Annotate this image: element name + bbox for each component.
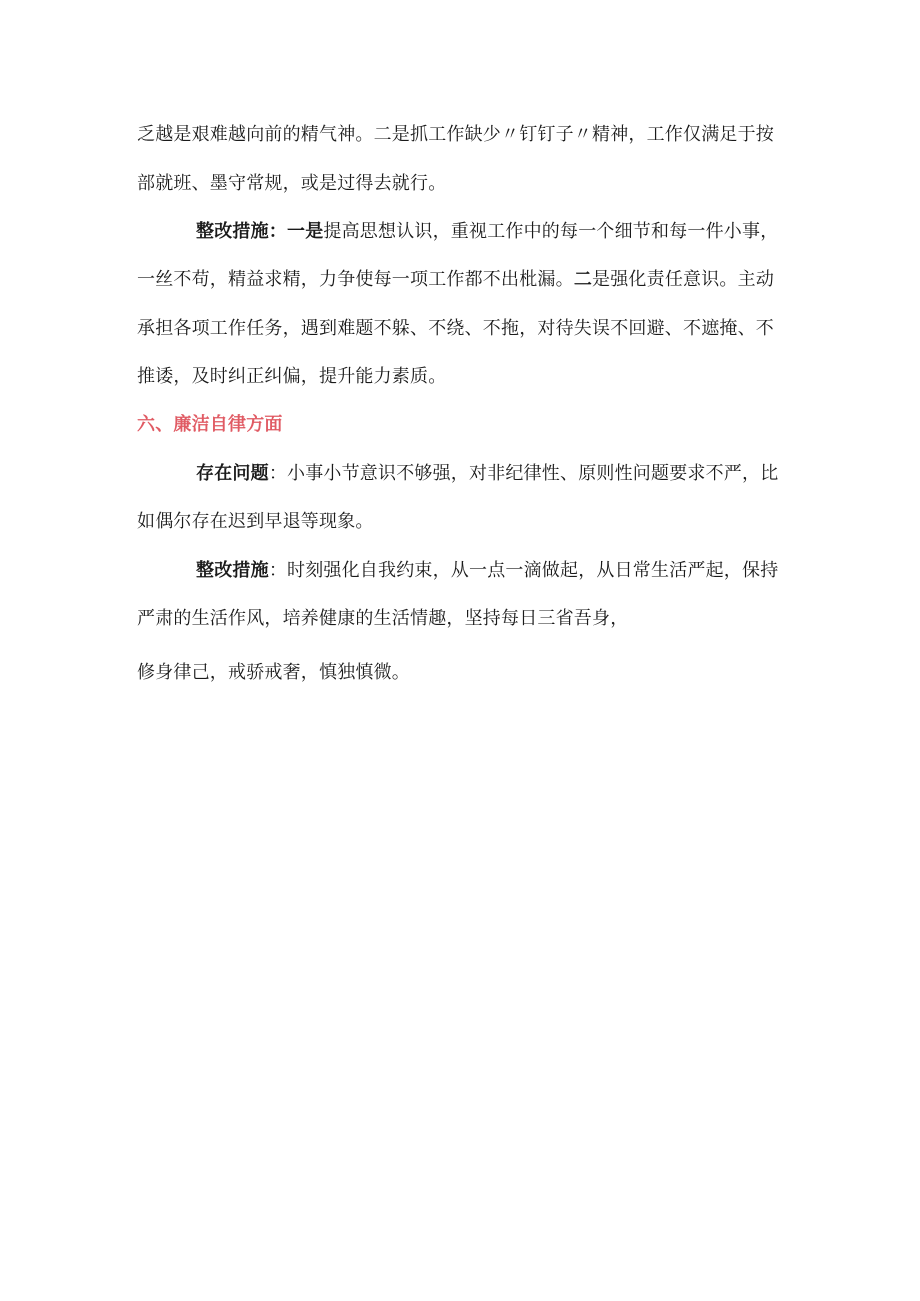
paragraph-3-line-1 (196, 462, 778, 486)
rectification-label: 整改措施： (196, 221, 287, 242)
paragraph-2-line-1-text: 提高思想认识，重视工作中的每一个细节和每一件小事， (323, 221, 779, 242)
paragraph-4-line-3: 修身律己，戒骄戒奢，慎独慎微。 (137, 662, 410, 683)
paragraph-2-line-2 (137, 268, 774, 292)
paragraph-3-line-2: 如偶尔存在迟到早退等现象。 (137, 511, 374, 532)
first-marker: 一是 (287, 221, 324, 242)
paragraph-4-line-1 (196, 559, 778, 583)
rectification-label-2: 整改措施 (196, 560, 269, 581)
paragraph-1-line-2: 部就班、墨守常规，或是过得去就行。 (137, 173, 447, 194)
existing-problem-label: 存在问题 (196, 463, 269, 484)
paragraph-4-line-1-text: ：时刻强化自我约束，从一点一滴做起，从日常生活严起，保持 (268, 560, 779, 581)
paragraph-1-line-1: 乏越是艰难越向前的精气神。二是抓工作缺少〃钉钉子〃精神，工作仅满足于按 (137, 124, 774, 145)
paragraph-2-line-2-text: 一丝不苟，精益求精，力争使每一项工作都不出枇漏。 (137, 269, 574, 290)
paragraph-4-line-2: 严肃的生活作风，培养健康的生活情趣，坚持每日三省吾身， (137, 608, 629, 629)
second-marker: 二 (573, 269, 593, 290)
paragraph-3-line-1-text: ：小事小节意识不够强，对非纪律性、原则性问题要求不严，比 (268, 463, 779, 484)
paragraph-2-line-3: 承担各项工作任务，遇到难题不躲、不绕、不拖，对待失误不回避、不遮掩、不 (137, 318, 774, 339)
paragraph-2-line-2-rest: 是强化责任意识。主动 (592, 269, 775, 290)
paragraph-2-line-1 (196, 220, 778, 244)
section-heading: 六、廉洁自律方面 (137, 414, 283, 435)
paragraph-2-line-4: 推诿，及时纠正纠偏，提升能力素质。 (137, 366, 447, 387)
